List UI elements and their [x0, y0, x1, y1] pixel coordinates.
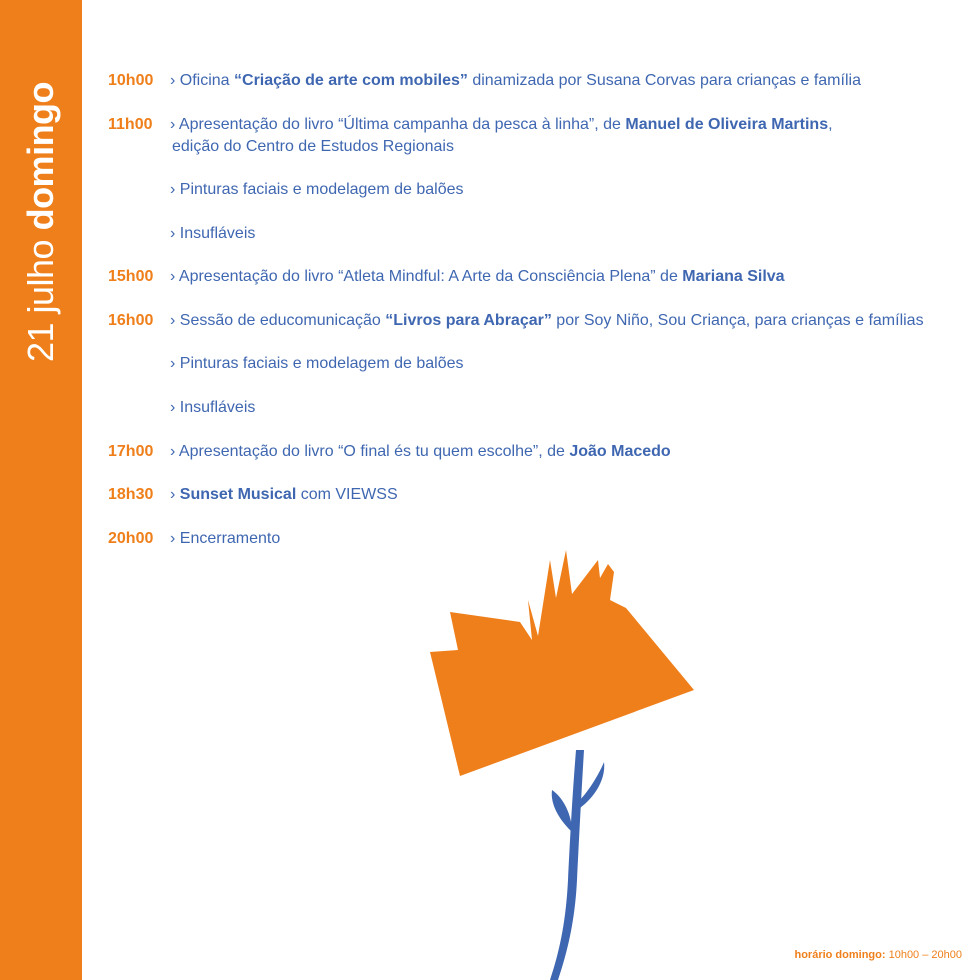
- footer-label: horário domingo:: [794, 949, 886, 961]
- event-description: › Pinturas faciais e modelagem de balões: [170, 181, 464, 198]
- event-time: 11h00: [108, 116, 153, 133]
- event-time: 20h00: [108, 530, 154, 547]
- event-time: 16h00: [108, 312, 154, 329]
- date-title: [20, 81, 61, 363]
- event-description: › Sessão de educomunicação “Livros para Abraçar” por Soy Niño, Sou Criança, para crianças e famílias: [170, 312, 924, 329]
- event-description: › Apresentação do livro “O final és tu quem escolhe”, de João Macedo: [170, 443, 671, 460]
- event-description: › Insufláveis: [170, 225, 256, 242]
- date-day: 21 julho: [20, 239, 61, 363]
- book-flower-icon: [400, 540, 720, 980]
- event-time: 17h00: [108, 443, 154, 460]
- event-time: 10h00: [108, 72, 154, 89]
- event-description: › Apresentação do livro “Atleta Mindful: A Arte da Consciência Plena” de Mariana Silva: [170, 268, 785, 285]
- flower-leaf-left: [552, 790, 572, 832]
- flower-stem: [550, 750, 584, 980]
- event-description: › Encerramento: [170, 530, 281, 547]
- footer-hours: [794, 947, 962, 963]
- book-pages: [430, 550, 694, 776]
- sidebar: [0, 0, 82, 980]
- event-time: 15h00: [108, 268, 154, 285]
- event-description: › Apresentação do livro “Última campanha da pesca à linha”, de Manuel de Oliveira Martins, edição do Centro de Estudos Regionais: [170, 116, 833, 155]
- footer-value: 10h00 – 20h00: [885, 949, 962, 961]
- event-description: › Oficina “Criação de arte com mobiles” dinamizada por Susana Corvas para crianças e família: [170, 72, 861, 89]
- event-description: › Sunset Musical com VIEWSS: [170, 486, 398, 503]
- event-description: › Insufláveis: [170, 399, 256, 416]
- date-weekday: domingo: [20, 81, 61, 231]
- event-time: 18h30: [108, 486, 154, 503]
- event-description: › Pinturas faciais e modelagem de balões: [170, 355, 464, 372]
